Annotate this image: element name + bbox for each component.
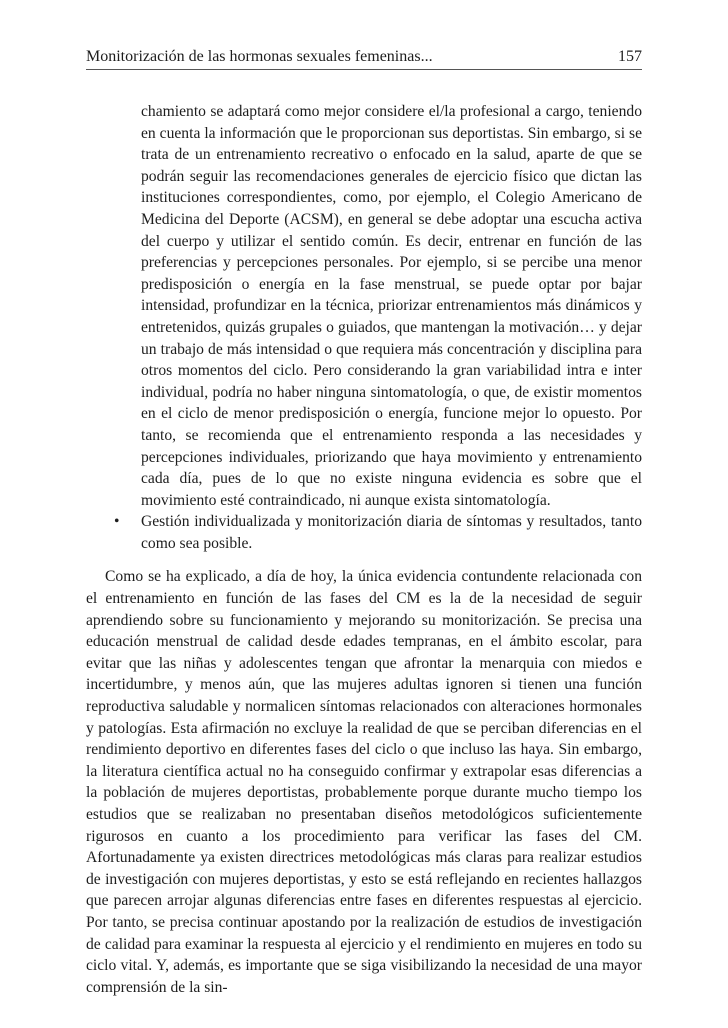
body-paragraph: Como se ha explicado, a día de hoy, la única evidencia contundente relacionada con el entrenamiento en función de las fases del CM es la de la necesidad de seguir aprendiendo sobre su funcionamiento y mejorando su monitorización. Se precisa una educación menstrual de calidad desde edades tempranas, en el ámbito escolar, para evitar que las niñas y adolescentes tengan que afrontar la menarquia con miedos e incertidumbre, y menos aún, que las mujeres adultas ignoren si tienen una función reproductiva saludable y normalicen síntomas relacionados con alteraciones hormonales y patologías. Esta afirmación no excluye la realidad de que se perciban diferencias en el rendimiento deportivo en diferentes fases del ciclo o que incluso las haya. Sin embargo, la literatura científica actual no ha conseguido confirmar y extrapolar esas diferencias a la población de mujeres deportistas, probablemente porque durante mucho tiempo los estudios que se realizaban no presentaban diseños metodológicos suficientemente rigurosos en cuanto a los procedimiento para verificar las fases del CM. Afortunadamente ya existen directrices metodológicas más claras para realizar estudios de investigación con mujeres deportistas, y esto se está reflejando en recientes hallazgos que parecen arrojar algunas diferencias entre fases en diferentes respuestas al ejercicio. Por tanto, se precisa continuar apostando por la realización de estudios de investigación de calidad para examinar la respuesta al ejercicio y el rendimiento en mujeres en todo su ciclo vital. Y, además, es importante que se siga visibilizando la necesidad de una mayor comprensión de la sin-: [86, 568, 642, 996]
bullet-marker: •: [114, 513, 120, 531]
page-number: 157: [618, 48, 642, 65]
running-title: Monitorización de las hormonas sexuales femeninas...: [86, 48, 433, 65]
bullet-list-item: [86, 511, 642, 554]
page-body: [86, 101, 642, 998]
continued-list-item: chamiento se adaptará como mejor considere el/la profesional a cargo, teniendo en cuenta la información que le proporcionan sus deportistas. Sin embargo, si se trata de un entrenamiento recreativo o enfocado en la salud, aparte de que se podrán seguir las recomendaciones generales de ejercicio físico que dictan las instituciones correspondientes, como, por ejemplo, el Colegio Americano de Medicina del Deporte (ACSM), en general se debe adoptar una escucha activa del cuerpo y utilizar el sentido común. Es decir, entrenar en función de las preferencias y percepciones personales. Por ejemplo, si se percibe una menor predisposición o energía en la fase menstrual, se puede optar por bajar intensidad, profundizar en la técnica, priorizar entrenamientos más dinámicos y entretenidos, quizás grupales o guiados, que mantengan la motivación… y dejar un trabajo de más intensidad o que requiera más concentración y disciplina para otros momentos del ciclo. Pero considerando la gran variabilidad intra e inter individual, podría no haber ninguna sintomatología, o que, de existir momentos en el ciclo de menor predisposición o energía, funcione mejor lo opuesto. Por tanto, se recomienda que el entrenamiento responda a las necesidades y percepciones individuales, priorizando que haya movimiento y entrenamiento cada día, pues de lo que no existe ninguna evidencia es sobre que el movimiento esté contraindicado, ni aunque exista sintomatología.: [141, 103, 642, 509]
running-header: [86, 47, 642, 70]
bullet-text: Gestión individualizada y monitorización diaria de síntomas y resultados, tanto como sea posible.: [141, 513, 642, 552]
